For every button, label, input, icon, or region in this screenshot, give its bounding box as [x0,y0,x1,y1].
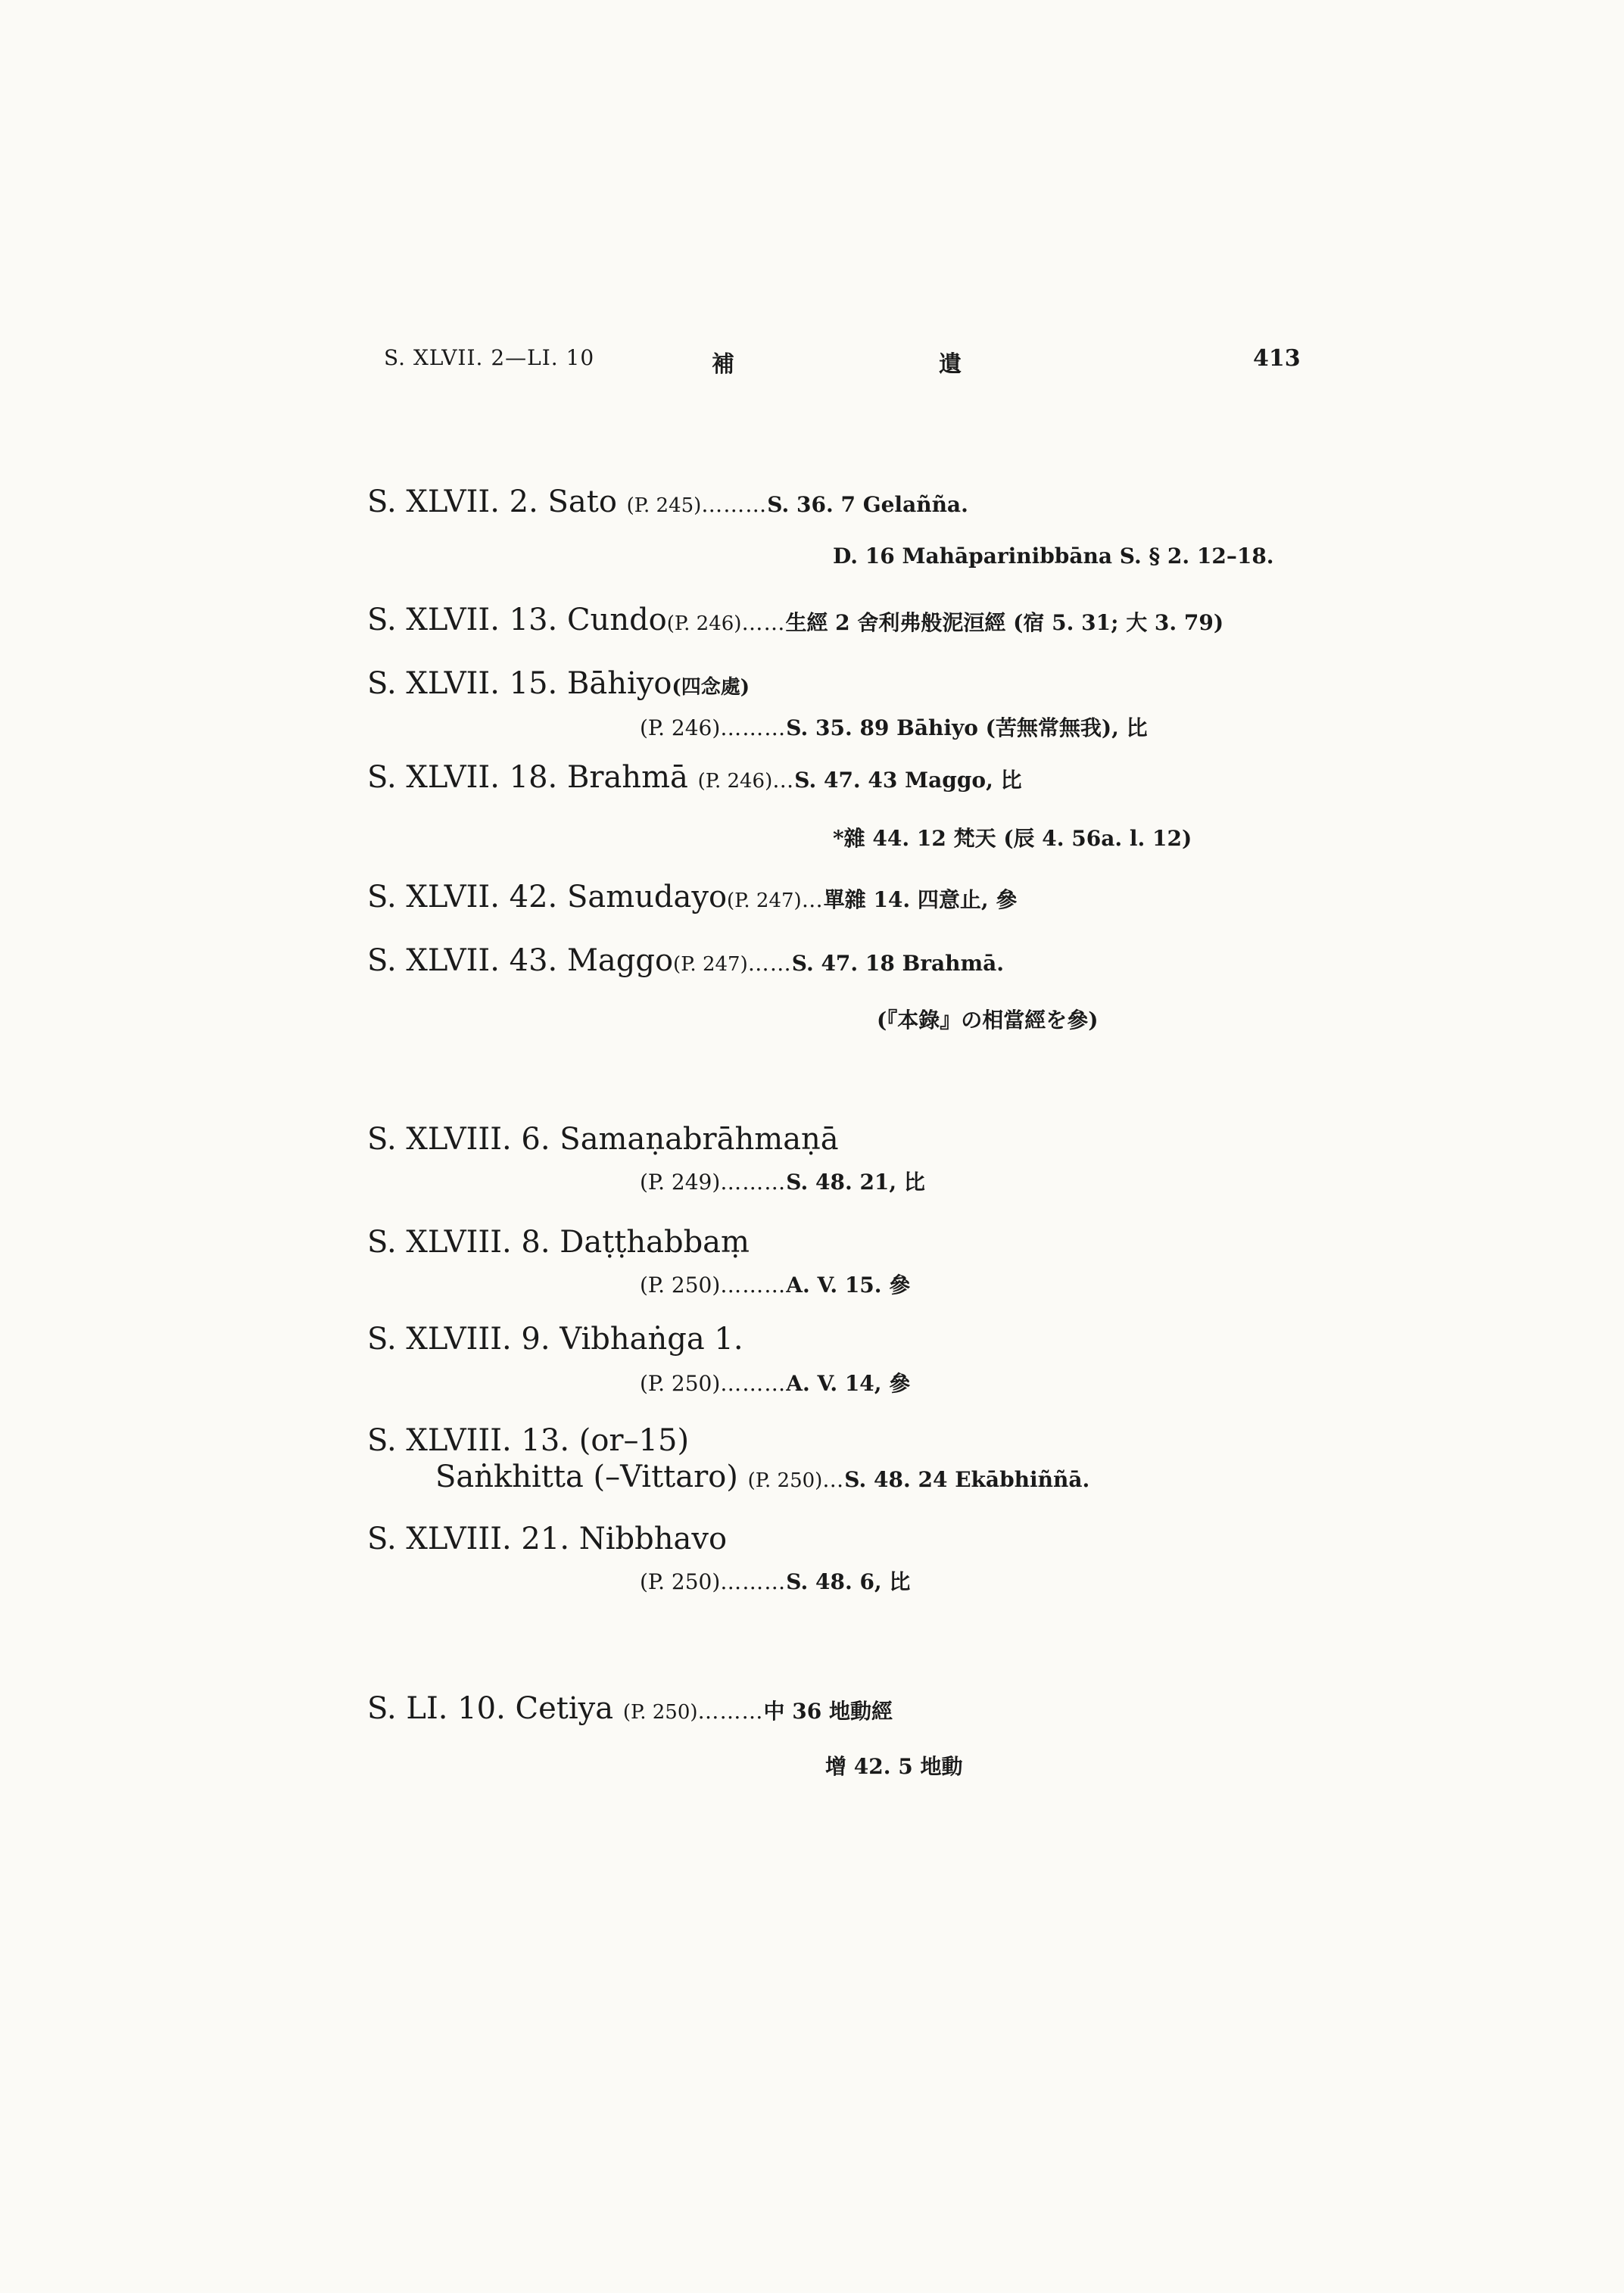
cross-reference: S. 36. 7 Gelañña. [767,492,968,517]
cross-reference-extra: (『本錄』の相當經を參) [877,1008,1099,1033]
entry-samudayo [367,880,1017,914]
entry-brahma [367,760,1022,795]
entry-samanabrahmana-ref-line [640,1166,925,1196]
cross-reference: 中 36 地動經 [763,1699,893,1724]
entry-cetiya [367,1691,893,1726]
entry-nibbhavo [367,1522,727,1556]
leader-dots: ……… [720,1170,787,1195]
page-ref: (P. 249) [640,1170,721,1195]
leader-dots: … [801,887,824,912]
entry-datthabbam-ref-line [640,1269,910,1299]
leader-dots: ……… [720,715,787,740]
entry-heading: S. LI. 10. Cetiya [367,1691,614,1726]
entry-sato [367,484,968,519]
cross-reference: A. V. 14, 參 [786,1371,911,1396]
leader-dots: …… [741,610,786,635]
cross-reference: 單雜 14. 四意止, 參 [823,887,1018,912]
leader-dots: … [822,1467,845,1492]
page-ref: (P. 250) [640,1569,721,1594]
running-header-title-1: 補 [712,351,734,378]
cross-reference: S. 47. 18 Brahmā. [791,951,1005,976]
page-ref: (P. 250) [747,1469,823,1492]
page-ref: (P. 247) [673,953,748,976]
entry-heading: S. XLVIII. 13. (or–15) [367,1423,690,1458]
entry-cundo [367,603,1223,637]
cross-reference: S. 48. 24 Ekābhiññā. [844,1467,1090,1492]
entry-vibhanga [367,1322,743,1357]
entry-heading: S. XLVII. 43. Maggo [367,943,674,978]
entry-bahiyo-ref-line [640,712,1148,742]
running-header-left: S. XLVII. 2—LI. 10 [384,345,595,370]
page-ref: (P. 250) [640,1371,721,1396]
cross-reference: S. 35. 89 Bāhiyo (苦無常無我), 比 [786,715,1148,740]
entry-heading: S. XLVII. 15. Bāhiyo [367,666,672,701]
page-number: 413 [1253,345,1301,372]
entry-sankhitta [367,1423,689,1458]
entry-heading: S. XLVIII. 6. Samaṇabrāhmaṇā [367,1122,839,1157]
entry-heading: S. XLVIII. 21. Nibbhavo [367,1522,728,1556]
page-ref: (P. 246) [666,612,742,635]
leader-dots: …… [747,951,792,976]
page-ref: (P. 247) [727,889,802,912]
entry-bahiyo [367,666,750,701]
entry-heading: S. XLVII. 42. Samudayo [367,880,728,914]
entry-nibbhavo-ref-line [640,1566,910,1596]
cross-reference-extra: D. 16 Mahāparinibbāna S. § 2. 12–18. [833,544,1274,569]
leader-dots: ……… [701,492,768,517]
entry-samanabrahmana [367,1122,839,1157]
page-ref: (P. 246) [697,770,773,793]
cross-reference-extra: *雜 44. 12 梵天 (辰 4. 56a. l. 12) [833,826,1192,851]
cross-reference: S. 47. 43 Maggo, 比 [794,768,1022,793]
leader-dots: ……… [720,1569,787,1594]
entry-heading: S. XLVII. 13. Cundo [367,603,667,637]
entry-sankhitta-line-2 [435,1460,1089,1494]
cross-reference: 生經 2 舍利弗般泥洹經 (宿 5. 31; 大 3. 79) [785,610,1224,635]
cross-reference: S. 48. 21, 比 [786,1170,925,1195]
entry-heading-continued: Saṅkhitta (–Vittaro) [435,1460,738,1494]
entry-heading: S. XLVIII. 8. Daṭṭhabbaṃ [367,1225,750,1260]
page-ref: (P. 250) [622,1701,698,1724]
entry-heading: S. XLVII. 2. Sato [367,484,617,519]
running-header-title-2: 遺 [939,351,962,378]
entry-datthabbam [367,1225,750,1260]
page-ref: (P. 246) [640,715,721,740]
leader-dots: ……… [720,1371,787,1396]
page-ref: (P. 245) [626,494,702,517]
entry-heading: S. XLVIII. 9. Vibhaṅga 1. [367,1322,743,1357]
leader-dots: ……… [697,1699,764,1724]
page-ref: (P. 250) [640,1273,721,1298]
leader-dots: ……… [720,1273,787,1298]
entry-maggo [367,943,1004,978]
entry-heading-note: (四念處) [672,676,750,699]
cross-reference: A. V. 15. 參 [786,1273,911,1298]
entry-vibhanga-ref-line [640,1367,910,1397]
entry-heading: S. XLVII. 18. Brahmā [367,760,688,795]
leader-dots: … [772,768,795,793]
cross-reference: S. 48. 6, 比 [786,1569,911,1594]
cross-reference-extra: 增 42. 5 地動 [825,1754,963,1779]
